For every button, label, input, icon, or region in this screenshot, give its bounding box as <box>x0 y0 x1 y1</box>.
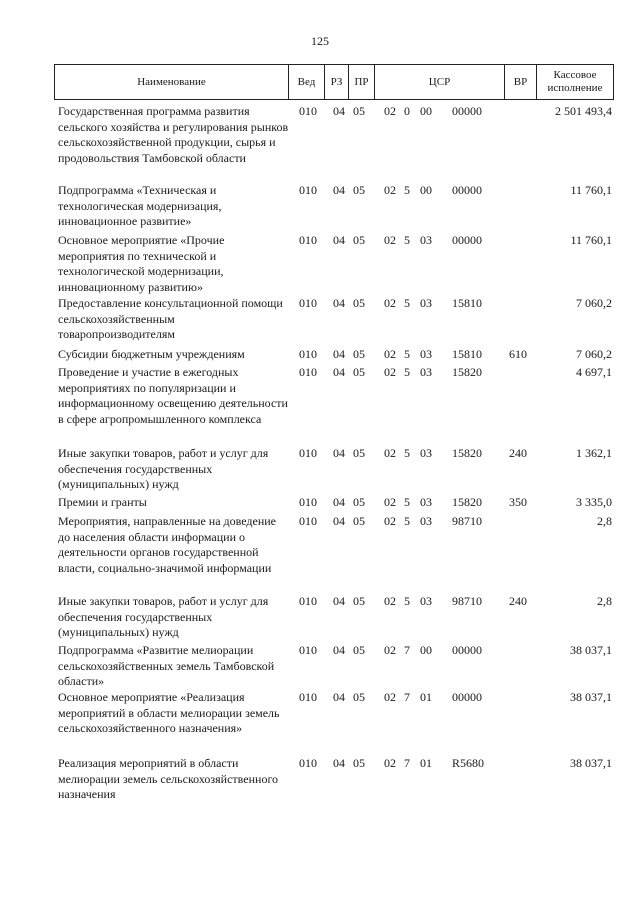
row-ved: 010 <box>299 643 317 657</box>
row-csr-subprogram: 0 <box>404 104 410 118</box>
row-vr: 350 <box>509 495 527 509</box>
row-csr-subprogram: 5 <box>404 233 410 247</box>
row-ved: 010 <box>299 104 317 118</box>
row-csr-event: 03 <box>420 446 432 460</box>
header-csr: ЦСР <box>375 65 505 99</box>
row-ved: 010 <box>299 690 317 704</box>
table-header <box>54 64 614 100</box>
row-ved: 010 <box>299 183 317 197</box>
row-pr: 05 <box>353 756 365 770</box>
row-pr: 05 <box>353 514 365 528</box>
row-pr: 05 <box>353 365 365 379</box>
row-ved: 010 <box>299 365 317 379</box>
row-name: Иные закупки товаров, работ и услуг для обеспечения государственных (муниципальных) нужд <box>58 446 269 491</box>
row-csr-event: 01 <box>420 690 432 704</box>
row-csr-event: 03 <box>420 233 432 247</box>
row-rz: 04 <box>333 183 345 197</box>
row-rz: 04 <box>333 296 345 310</box>
row-amount: 38 037,1 <box>570 690 612 704</box>
row-csr-program: 02 <box>384 233 396 247</box>
row-csr-subprogram: 5 <box>404 365 410 379</box>
row-pr: 05 <box>353 104 365 118</box>
row-csr-program: 02 <box>384 296 396 310</box>
header-name: Наименование <box>55 65 289 99</box>
row-csr-program: 02 <box>384 104 396 118</box>
row-rz: 04 <box>333 756 345 770</box>
row-csr-event: 03 <box>420 296 432 310</box>
row-rz: 04 <box>333 495 345 509</box>
row-amount: 38 037,1 <box>570 643 612 657</box>
row-amount: 2,8 <box>597 594 612 608</box>
row-amount: 4 697,1 <box>576 365 612 379</box>
row-csr-code: 15820 <box>452 495 482 509</box>
row-amount: 3 335,0 <box>576 495 612 509</box>
row-ved: 010 <box>299 296 317 310</box>
row-pr: 05 <box>353 643 365 657</box>
row-csr-subprogram: 5 <box>404 183 410 197</box>
row-csr-program: 02 <box>384 756 396 770</box>
row-rz: 04 <box>333 233 345 247</box>
row-name: Реализация мероприятий в области мелиорации земель сельскохозяйственного назначения <box>58 756 279 801</box>
row-amount: 2,8 <box>597 514 612 528</box>
row-name: Подпрограмма «Развитие мелиорации сельскохозяйственных земель Тамбовской области» <box>58 643 275 688</box>
row-name: Премии и гранты <box>58 495 147 509</box>
row-ved: 010 <box>299 756 317 770</box>
row-ved: 010 <box>299 347 317 361</box>
row-csr-program: 02 <box>384 446 396 460</box>
row-amount: 2 501 493,4 <box>555 104 612 118</box>
row-csr-program: 02 <box>384 594 396 608</box>
row-rz: 04 <box>333 594 345 608</box>
header-amount: Кассовое исполнение <box>547 69 603 94</box>
row-pr: 05 <box>353 296 365 310</box>
row-csr-event: 03 <box>420 365 432 379</box>
row-csr-code: 00000 <box>452 183 482 197</box>
row-ved: 010 <box>299 594 317 608</box>
row-csr-event: 03 <box>420 514 432 528</box>
row-pr: 05 <box>353 594 365 608</box>
row-amount: 11 760,1 <box>570 183 612 197</box>
row-amount: 11 760,1 <box>570 233 612 247</box>
row-ved: 010 <box>299 233 317 247</box>
row-csr-event: 03 <box>420 347 432 361</box>
row-rz: 04 <box>333 104 345 118</box>
row-name: Основное мероприятие «Реализация мероприятий в области мелиорации земель сельскохозяйственного назначения» <box>58 690 280 735</box>
row-csr-event: 00 <box>420 643 432 657</box>
header-ved: Вед <box>289 65 325 99</box>
row-rz: 04 <box>333 514 345 528</box>
row-csr-event: 00 <box>420 183 432 197</box>
row-csr-program: 02 <box>384 495 396 509</box>
row-ved: 010 <box>299 514 317 528</box>
row-csr-program: 02 <box>384 183 396 197</box>
row-csr-subprogram: 5 <box>404 446 410 460</box>
row-csr-code: 98710 <box>452 514 482 528</box>
header-pr: ПР <box>349 65 375 99</box>
header-vr: ВР <box>505 65 537 99</box>
row-pr: 05 <box>353 495 365 509</box>
row-csr-event: 03 <box>420 495 432 509</box>
row-csr-code: R5680 <box>452 756 485 770</box>
row-pr: 05 <box>353 690 365 704</box>
row-csr-code: 15820 <box>452 446 482 460</box>
row-pr: 05 <box>353 233 365 247</box>
row-csr-code: 00000 <box>452 104 482 118</box>
row-amount: 38 037,1 <box>570 756 612 770</box>
row-csr-code: 15820 <box>452 365 482 379</box>
row-rz: 04 <box>333 365 345 379</box>
row-name: Предоставление консультационной помощи сельскохозяйственным товаропроизводителям <box>58 296 283 341</box>
row-rz: 04 <box>333 446 345 460</box>
row-name: Мероприятия, направленные на доведение до населения области информации о деятельности органов государственной власти, социально-значимой информации <box>58 514 276 575</box>
row-amount: 1 362,1 <box>576 446 612 460</box>
row-rz: 04 <box>333 690 345 704</box>
row-vr: 240 <box>509 594 527 608</box>
row-name: Государственная программа развития сельского хозяйства и регулирования рынков сельскохозяйственной продукции, сырья и продовольствия Тамбовской области <box>58 104 289 165</box>
row-csr-subprogram: 5 <box>404 514 410 528</box>
row-pr: 05 <box>353 446 365 460</box>
row-csr-event: 03 <box>420 594 432 608</box>
row-csr-subprogram: 7 <box>404 756 410 770</box>
page-number: 125 <box>311 34 329 48</box>
row-csr-subprogram: 7 <box>404 690 410 704</box>
row-csr-code: 98710 <box>452 594 482 608</box>
row-csr-program: 02 <box>384 514 396 528</box>
row-rz: 04 <box>333 347 345 361</box>
row-csr-program: 02 <box>384 643 396 657</box>
row-name: Субсидии бюджетным учреждениям <box>58 347 245 361</box>
row-csr-code: 00000 <box>452 233 482 247</box>
row-csr-code: 15810 <box>452 347 482 361</box>
row-vr: 610 <box>509 347 527 361</box>
row-amount: 7 060,2 <box>576 347 612 361</box>
row-name: Подпрограмма «Техническая и технологическая модернизация, инновационное развитие» <box>58 183 222 228</box>
row-csr-subprogram: 5 <box>404 296 410 310</box>
row-name: Проведение и участие в ежегодных мероприятиях по популяризации и информационному освещению деятельности в сфере агропромышленного комплекса <box>58 365 288 426</box>
row-name: Основное мероприятие «Прочие мероприятия по технической и технологической модернизации, инновационному развитию» <box>58 233 225 294</box>
row-pr: 05 <box>353 347 365 361</box>
row-csr-subprogram: 7 <box>404 643 410 657</box>
row-csr-program: 02 <box>384 365 396 379</box>
row-csr-event: 00 <box>420 104 432 118</box>
row-csr-program: 02 <box>384 690 396 704</box>
row-csr-program: 02 <box>384 347 396 361</box>
row-ved: 010 <box>299 495 317 509</box>
row-amount: 7 060,2 <box>576 296 612 310</box>
row-vr: 240 <box>509 446 527 460</box>
row-csr-event: 01 <box>420 756 432 770</box>
row-csr-subprogram: 5 <box>404 495 410 509</box>
row-csr-code: 15810 <box>452 296 482 310</box>
row-csr-code: 00000 <box>452 690 482 704</box>
header-rz: РЗ <box>325 65 349 99</box>
row-csr-subprogram: 5 <box>404 347 410 361</box>
row-pr: 05 <box>353 183 365 197</box>
row-ved: 010 <box>299 446 317 460</box>
row-name: Иные закупки товаров, работ и услуг для обеспечения государственных (муниципальных) нужд <box>58 594 269 639</box>
row-csr-code: 00000 <box>452 643 482 657</box>
row-rz: 04 <box>333 643 345 657</box>
row-csr-subprogram: 5 <box>404 594 410 608</box>
